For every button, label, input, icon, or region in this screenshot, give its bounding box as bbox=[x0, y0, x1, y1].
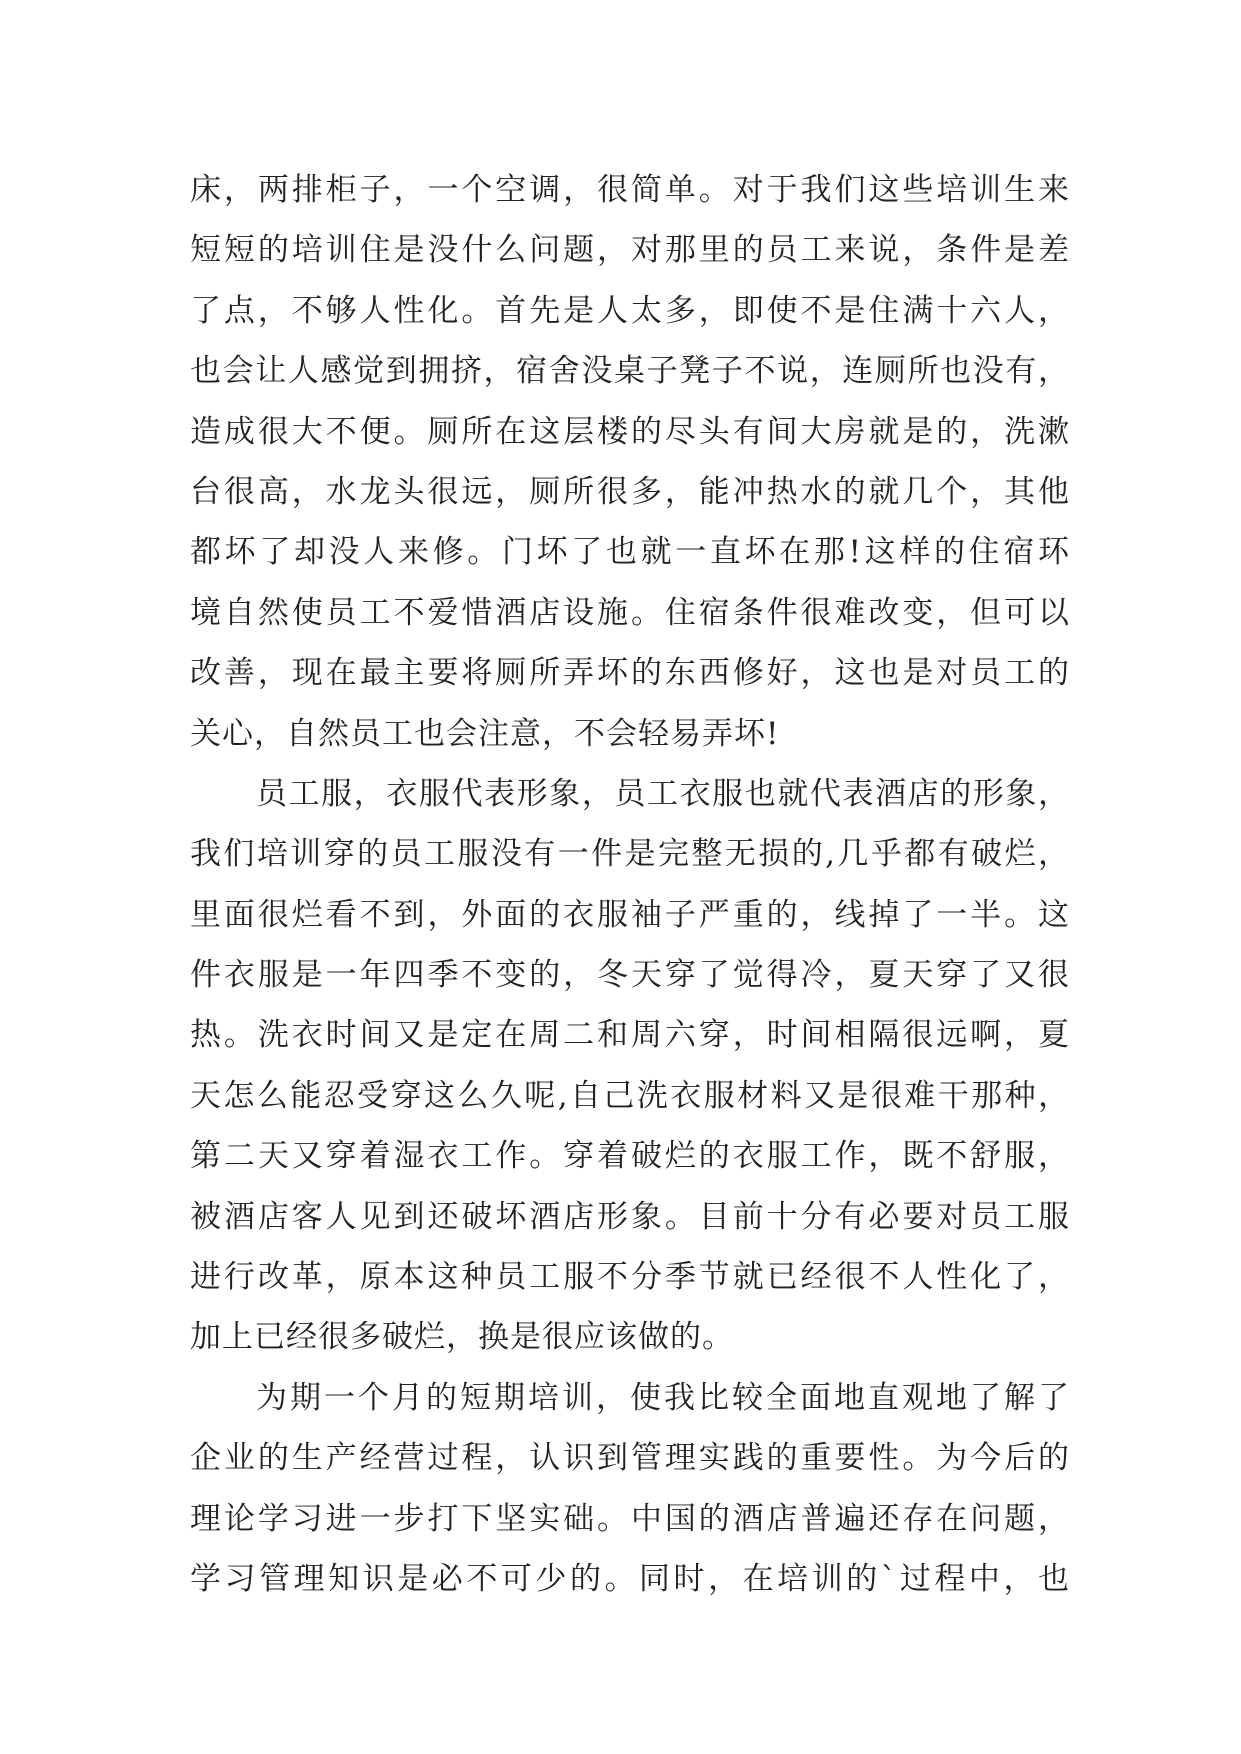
text-line: 台很高，水龙头很远，厕所很多，能冲热水的就几个，其他 bbox=[190, 473, 1070, 510]
text-line: 热。洗衣时间又是定在周二和周六穿，时间相隔很远啊，夏 bbox=[190, 1017, 1070, 1054]
text-line: 第二天又穿着湿衣工作。穿着破烂的衣服工作，既不舒服， bbox=[190, 1138, 1070, 1175]
text-line: 里面很烂看不到，外面的衣服袖子严重的，线掉了一半。这 bbox=[190, 896, 1070, 933]
text-line: 进行改革，原本这种员工服不分季节就已经很不人性化了， bbox=[190, 1259, 1070, 1296]
text-line: 关心，自然员工也会注意，不会轻易弄坏! bbox=[190, 715, 780, 752]
text-line: 床，两排柜子，一个空调，很简单。对于我们这些培训生来 bbox=[190, 172, 1070, 208]
body-text bbox=[190, 160, 1070, 1609]
text-line: 员工服，衣服代表形象，员工衣服也就代表酒店的形象， bbox=[256, 775, 1070, 812]
text-line: 为期一个月的短期培训，使我比较全面地直观地了解了 bbox=[256, 1379, 1070, 1416]
text-line: 被酒店客人见到还破坏酒店形象。目前十分有必要对员工服 bbox=[190, 1198, 1070, 1235]
text-line: 都坏了却没人来修。门坏了也就一直坏在那!这样的住宿环 bbox=[190, 534, 1070, 571]
text-line: 造成很大不便。厕所在这层楼的尽头有间大房就是的，洗漱 bbox=[190, 413, 1070, 450]
text-line: 了点，不够人性化。首先是人太多，即使不是住满十六人， bbox=[190, 292, 1070, 329]
text-line: 加上已经很多破烂，换是很应该做的。 bbox=[190, 1319, 734, 1356]
text-line: 企业的生产经营过程，认识到管理实践的重要性。为今后的 bbox=[190, 1440, 1070, 1477]
text-line: 天怎么能忍受穿这么久呢,自己洗衣服材料又是很难干那种， bbox=[190, 1077, 1070, 1114]
text-line: 我们培训穿的员工服没有一件是完整无损的,几乎都有破烂， bbox=[190, 836, 1070, 873]
text-line: 学习管理知识是必不可少的。同时，在培训的`过程中，也 bbox=[190, 1560, 1070, 1597]
text-line: 件衣服是一年四季不变的，冬天穿了觉得冷，夏天穿了又很 bbox=[190, 957, 1070, 994]
text-line: 境自然使员工不爱惜酒店设施。住宿条件很难改变，但可以 bbox=[190, 594, 1070, 631]
text-line: 也会让人感觉到拥挤，宿舍没桌子凳子不说，连厕所也没有， bbox=[190, 353, 1070, 390]
text-line: 改善，现在最主要将厕所弄坏的东西修好，这也是对员工的 bbox=[190, 655, 1070, 692]
text-line: 理论学习进一步打下坚实础。中国的酒店普遍还存在问题， bbox=[190, 1500, 1070, 1537]
text-line: 短短的培训住是没什么问题，对那里的员工来说，条件是差 bbox=[190, 232, 1070, 269]
